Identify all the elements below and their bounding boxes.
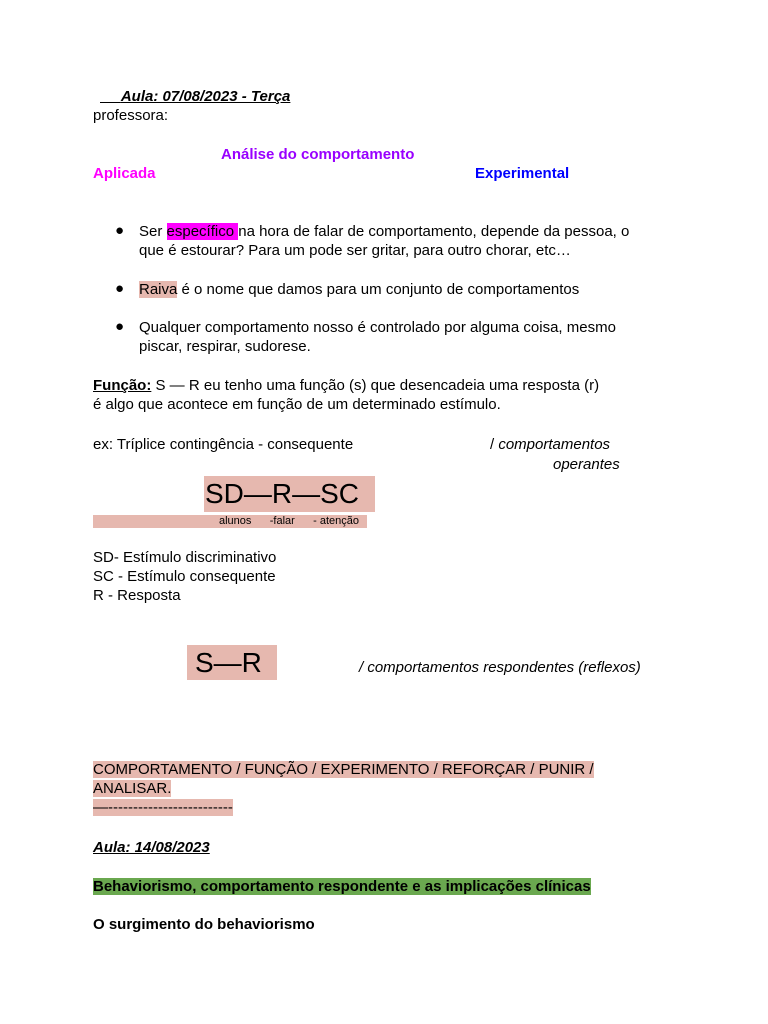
bullet-3-line-2: piscar, respirar, sudorese. xyxy=(139,338,311,355)
highlight-especifico: específico xyxy=(166,223,239,240)
keywords-line-2: ANALISAR. xyxy=(93,780,172,797)
bullet-1-line-2: que é estourar? Para um pode ser gritar, para outro chorar, etc… xyxy=(139,242,571,259)
funcao-line-1: Função: S — R eu tenho uma função (s) que desencadeia uma resposta (r) xyxy=(93,377,600,394)
funcao-label: Função: xyxy=(93,377,152,394)
analysis-title: Análise do comportamento xyxy=(221,146,415,163)
bullet-dot: ● xyxy=(115,318,125,335)
divider-line: —------------------------- xyxy=(93,799,233,816)
example-text: ex: Tríplice contingência - consequente xyxy=(93,436,354,453)
applied-label: Aplicada xyxy=(93,165,156,182)
lesson2-title: Behaviorismo, comportamento respondente e as implicações clínicas xyxy=(93,878,591,895)
experimental-label: Experimental xyxy=(475,165,570,182)
definition-r: R - Resposta xyxy=(93,587,181,604)
definition-sc: SC - Estímulo consequente xyxy=(93,568,276,585)
highlight-raiva: Raiva xyxy=(139,281,178,298)
definition-sd: SD- Estímulo discriminativo xyxy=(93,549,277,566)
operant-line-2: operantes xyxy=(553,456,620,473)
lesson2-subtitle: O surgimento do behaviorismo xyxy=(93,916,315,933)
funcao-line-2: é algo que acontece em função de um determinado estímulo. xyxy=(93,396,501,413)
bullet-dot: ● xyxy=(115,280,125,297)
sdrsc-labels: alunos -falar - atenção xyxy=(219,515,360,527)
sdrsc-formula: SD—R—SC xyxy=(204,476,375,512)
sr-formula: S—R xyxy=(187,645,277,680)
lesson2-date-heading: Aula: 14/08/2023 xyxy=(93,839,210,856)
bullet-1-line-1: Ser específico na hora de falar de comportamento, depende da pessoa, o xyxy=(139,223,630,240)
bullet-3-line-1: Qualquer comportamento nosso é controlado por alguma coisa, mesmo xyxy=(139,319,616,336)
keywords-line-1: COMPORTAMENTO / FUNÇÃO / EXPERIMENTO / REFORÇAR / PUNIR / xyxy=(93,761,594,778)
respondent-text: / comportamentos respondentes (reflexos) xyxy=(359,659,641,676)
lesson1-date-heading: Aula: 07/08/2023 - Terça xyxy=(120,88,291,105)
operant-line-1: / comportamentos xyxy=(490,436,611,453)
teacher-label: professora: xyxy=(93,107,169,124)
bullet-2-line-1: Raiva é o nome que damos para um conjunto de comportamentos xyxy=(139,281,580,298)
bullet-dot: ● xyxy=(115,222,125,239)
